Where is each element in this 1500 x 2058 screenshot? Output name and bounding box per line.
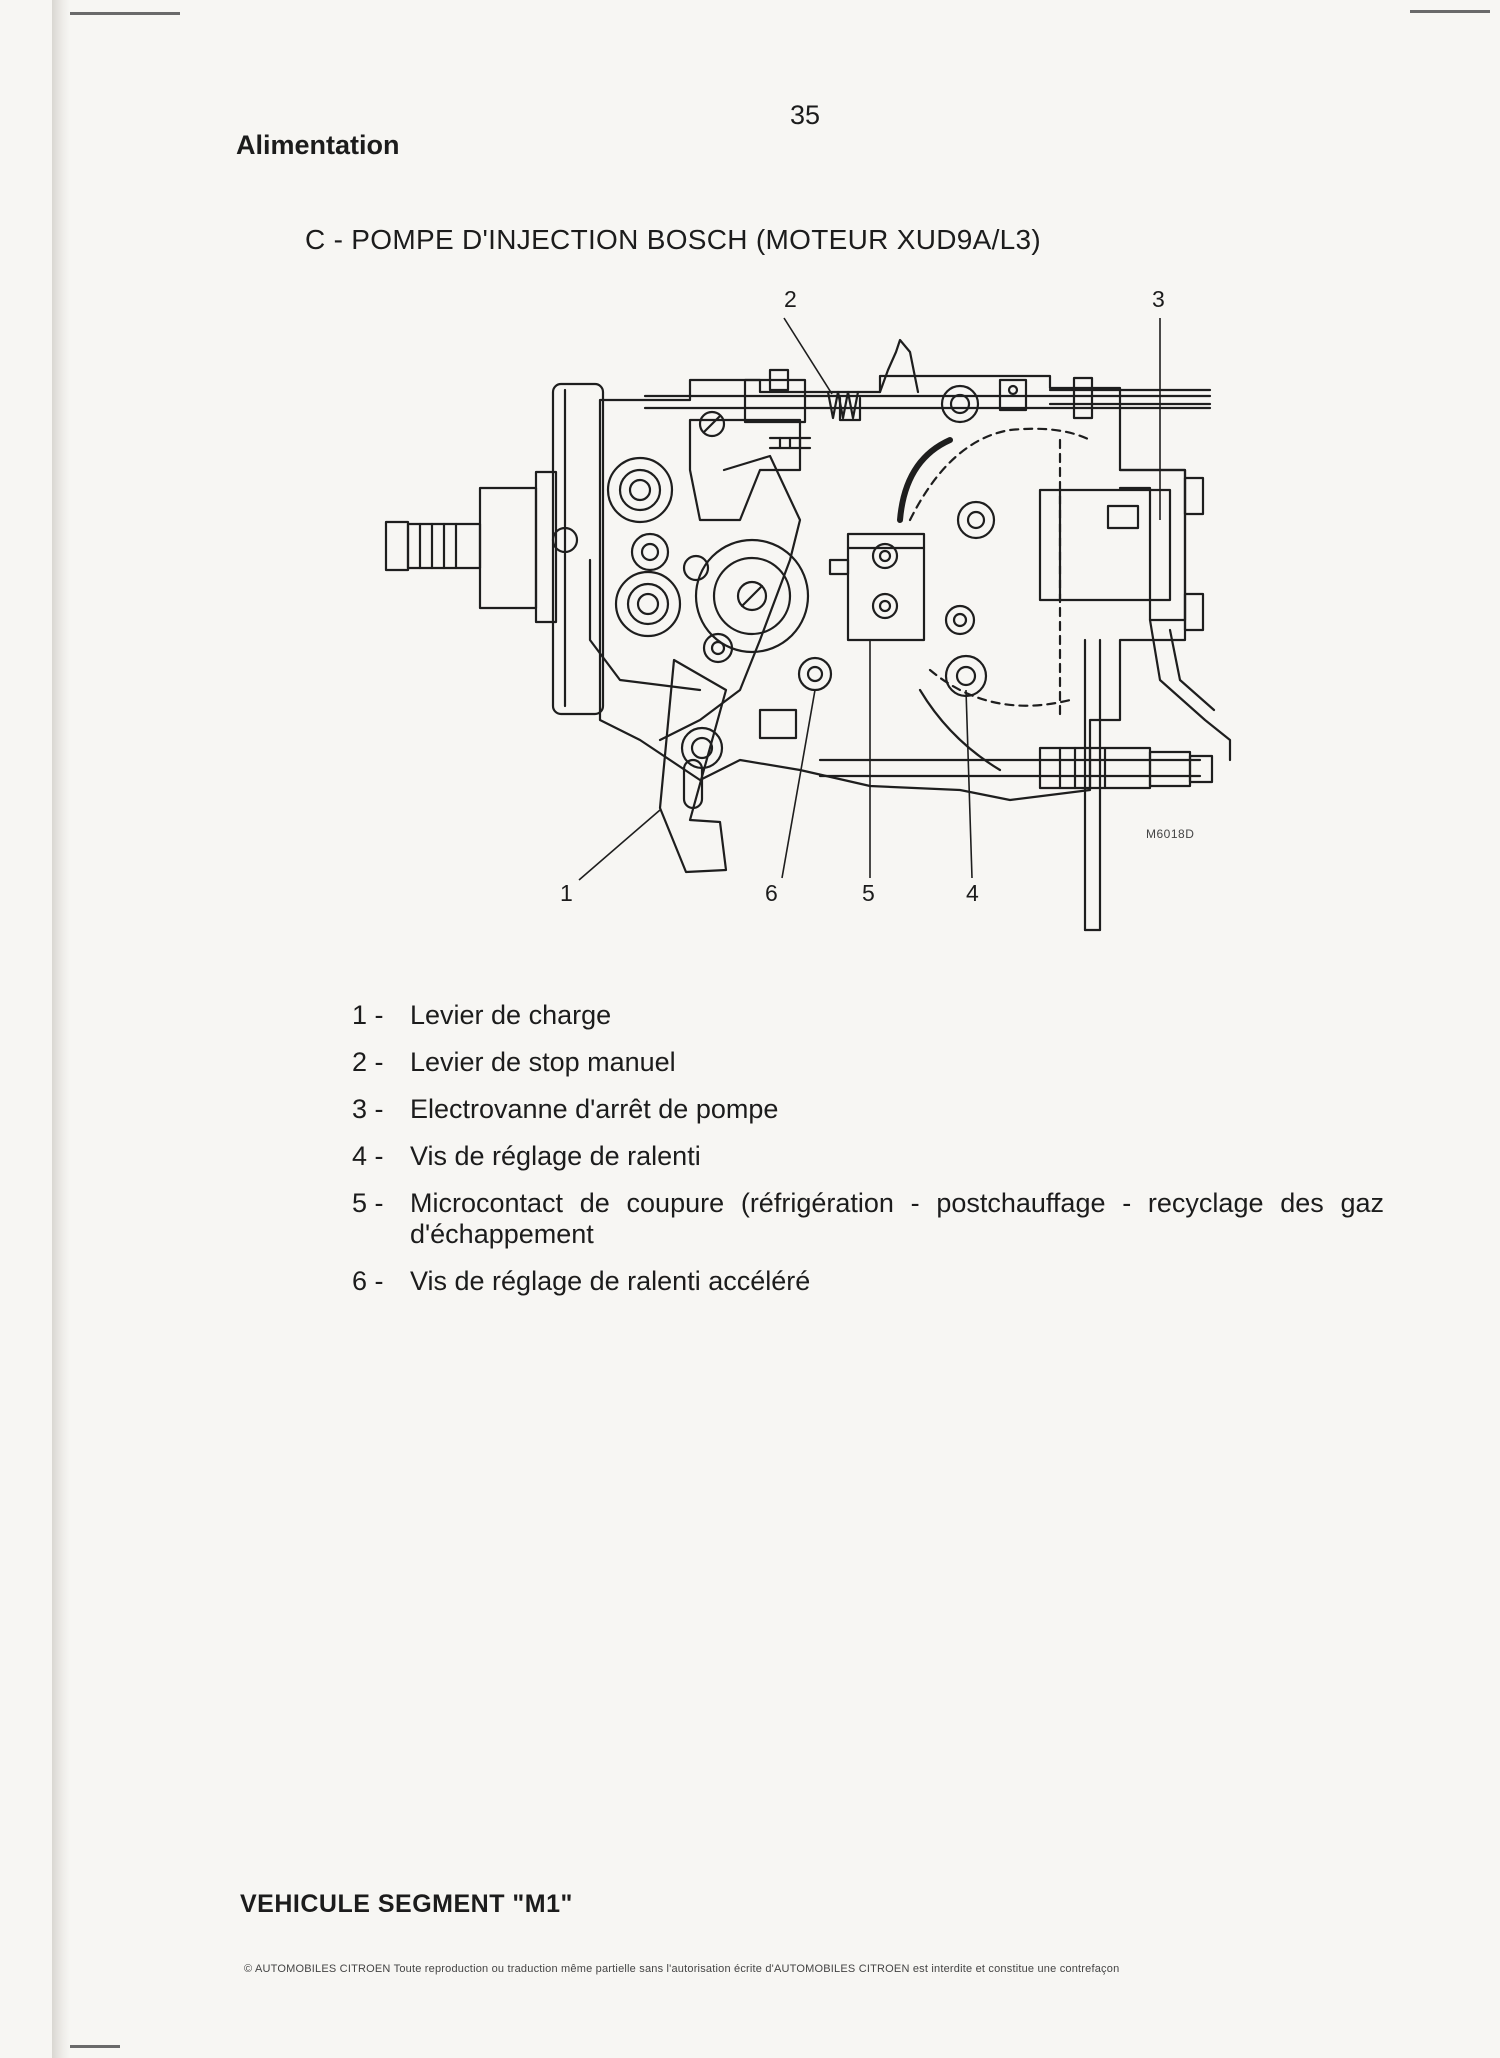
- callout-3: 3: [1152, 286, 1165, 312]
- legend-number: 4 -: [352, 1141, 384, 1171]
- legend-number: 6 -: [352, 1266, 384, 1296]
- legend-text: Electrovanne d'arrêt de pompe: [410, 1094, 779, 1124]
- legend-item: [352, 1047, 1384, 1078]
- copyright-notice: © AUTOMOBILES CITROEN Toute reproduction ou traduction même partielle sans l'autorisation écrite d'AUTOMOBILES CITROEN est interdite et constitue une contrefaçon: [244, 1963, 1120, 1975]
- callout-2: 2: [784, 286, 797, 312]
- callout-6: 6: [765, 880, 778, 906]
- legend-text: Microcontact de coupure (réfrigération - postchauffage - recyclage des gaz d'échappement: [410, 1188, 1384, 1249]
- vehicle-segment-footer: VEHICULE SEGMENT "M1": [240, 1890, 573, 1918]
- legend-number: 3 -: [352, 1094, 384, 1124]
- legend-item: [352, 1188, 1384, 1250]
- legend-item: [352, 1266, 1384, 1297]
- legend-item: [352, 1000, 1384, 1031]
- legend-list: [352, 1000, 1384, 1313]
- legend-item: [352, 1141, 1384, 1172]
- legend-text: Vis de réglage de ralenti accéléré: [410, 1266, 811, 1296]
- section-title: Alimentation: [236, 130, 400, 160]
- page-number: 35: [790, 100, 821, 130]
- legend-number: 5 -: [352, 1188, 384, 1218]
- legend-text: Levier de stop manuel: [410, 1047, 676, 1077]
- legend-text: Levier de charge: [410, 1000, 612, 1030]
- callout-4: 4: [966, 880, 979, 906]
- legend-item: [352, 1094, 1384, 1125]
- legend-number: 1 -: [352, 1000, 384, 1030]
- legend-number: 2 -: [352, 1047, 384, 1077]
- figure-title: C - POMPE D'INJECTION BOSCH (MOTEUR XUD9A/L3): [305, 224, 1042, 255]
- legend-text: Vis de réglage de ralenti: [410, 1141, 701, 1171]
- callout-1: 1: [560, 880, 573, 906]
- callout-5: 5: [862, 880, 875, 906]
- figure-reference: M6018D: [1146, 827, 1195, 841]
